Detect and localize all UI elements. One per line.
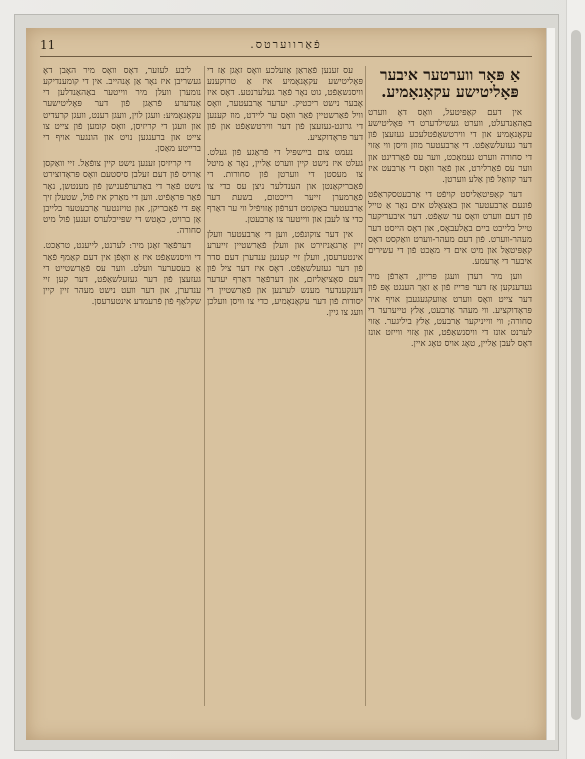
paragraph: ליבע לעזער, דאָס וואָס מיר האָבן דאָ געשריבן איז נאָר אַן אָנהייב. אין די קומענדיקע נומערן וועלן מיר ווייטער באַהאַנדלען די אַנדערע פֿראַגן פֿון דער פּאָליטישער עקאָנאָמיע: וועגן לוין, וועגן רענט, וועגן קרעדיט און וועגן די קריזיסן, וואָס קומען פֿון צייט צו צייט און ברענגען נויט און הונגער אויף די ברייטע מאַסן. <box>43 66 201 155</box>
vertical-scrollbar[interactable] <box>566 0 585 759</box>
page-header <box>40 38 532 57</box>
paragraph: עס זענען פֿאַראַן אַזעלכע וואָס זאָגן אַז די פּאָליטישע עקאָנאָמיע איז אַ טרוקענע וויסנשאַפֿט, גוט נאָר פֿאַר געלערנטע. דאָס איז אָבער נישט ריכטיק. יעדער אַרבעטער, וואָס וויל פֿאַרשטיין פֿאַר וואָס ער ליידט, מוז קענען די גרונט-געזעצן פֿון דער ווירטשאַפֿט און פֿון דער פּראָדוקציע. <box>207 66 363 143</box>
paragraph: די קריזיסן זענען נישט קיין צופֿאַל. זיי וואַקסן אַרויס פֿון דעם זעלבן סיסטעם וואָס פּראָדוצירט נישט פֿאַר די באַדערפֿענישן פֿון מענטשן, נאָר פֿאַר פּראָפֿיט. ווען די מאַרק איז פֿול, שטעלן זיך אָפּ די פֿאַבריקן, און טויזנטער אַרבעטער בלייבן אָן ברויט, כאָטש די שפּייכלערס זענען פֿול מיט סחורה. <box>43 159 201 237</box>
running-title: פֿאַרווערטס. <box>250 38 322 51</box>
paragraph: אין דעם קאַפּיטעל, וואָס דאָ ווערט באַהאַנדעלט, ווערט געשילדערט די פּאָליטישע עקאָנאָמיע און די ווירטשאַפֿטלעכע געזעצן פֿון דער געזעלשאַפֿט. די אַרבעטער מוזן וויסן ווי אַזוי די סחורה ווערט געמאַכט, ווער עס פֿאַרדינט און ווער עס פֿאַרלירט, און פֿאַר וואָס די אַרבעט איז דער קוואַל פֿון אַלע ווערטן. <box>368 108 532 185</box>
paragraph: ווען מיר רעדן וועגן פּרייזן, דאַרפֿן מיר געדענקען אַז דער פּרייז פֿון אַ זאַך הענגט אָפּ פֿון דער צייט וואָס ווערט אַוועקגעגעבן אויף איר פּראָדוקציע. ווי מעהר אַרבעט, אַלץ טייערער די סחורה; ווי ווייניקער אַרבעט, אַלץ ביליגער. אַזוי לערנט אונז די וויסנשאַפֿט, און אַזוי ווייזט אונז דאָס לעבן אַליין, טאָג אויס טאָג איין. <box>368 272 532 350</box>
paragraph: אין דער צוקונפֿט, ווען די אַרבעטער וועלן זיין אָרגאַניזירט און וועלן פֿאַרשטיין זייערע אינטערעסן, וועלן זיי קענען ענדערן דעם סדר פֿון דער געזעלשאַפֿט. דאָס איז דער ציל פֿון דעם סאָציאַליזם, און דערפֿאַר דאַרף יעדער דענקענדער מענש לערנען און פֿאַרשטיין די יסודות פֿון דער עקאָנאָמיע, כדי צו וויסן וועלכן וועג צו גיין. <box>207 230 363 319</box>
column-divider <box>204 66 205 706</box>
page-edge <box>546 28 555 740</box>
paragraph: נעמט צום ביישפּיל די פֿראַגע פֿון געלט. געלט איז נישט קיין ווערט אַליין, נאָר אַ מיטל צו מעסטן די ווערטן פֿון סחורות. די פֿאַבריקאַנטן און הענדלער ניצן עס כדי צו פֿאַרמערן זייער רייכטום, בשעת דער אַרבעטער באַקומט דערפֿון אַזויפֿיל ווי ער דאַרף כדי צו לעבן און ווייטער צו אַרבעטן. <box>207 148 363 226</box>
column-divider <box>365 66 366 706</box>
article-headline: אַ פּאָר ווערטער איבער פּאָליטישע עקאָנאָמיע. <box>379 66 521 101</box>
page-number: 11 <box>40 38 56 52</box>
paragraph: דער קאַפּיטאַליסט קויפֿט די אַרבעטסקראַפֿט פֿונעם אַרבעטער און באַצאָלט אים נאָר אַ טייל פֿון דעם ווערט וואָס ער שאַפֿט. דער איבעריקער טייל בלייבט ביים באַלעבאָס, און דאָס הייסט דער מעהר-ווערט. פֿון דעם מעהר-ווערט וואַקסט דאָס קאַפּיטאַל און מיט אים די מאַכט פֿון די עשירים איבער די אָרעמע. <box>368 190 532 268</box>
article-column-3 <box>43 66 201 716</box>
article-column-1 <box>368 66 532 716</box>
paragraph: דערפֿאַר זאָגן מיר: לערנט, לייענט, טראַכט. די וויסנשאַפֿט איז אַ וואָפֿן אין דעם קאַמף פֿאַר אַ בעסערער וועלט. ווער עס פֿאַרשטייט די געזעצן פֿון דער געזעלשאַפֿט, דער קען זיי ענדערן, און דער וועט נישט מעהר זיין קיין שקלאַף פֿון פֿרעמדע אינטערעסן. <box>43 241 201 308</box>
scrollbar-thumb[interactable] <box>571 30 581 720</box>
article-column-2 <box>207 66 363 716</box>
